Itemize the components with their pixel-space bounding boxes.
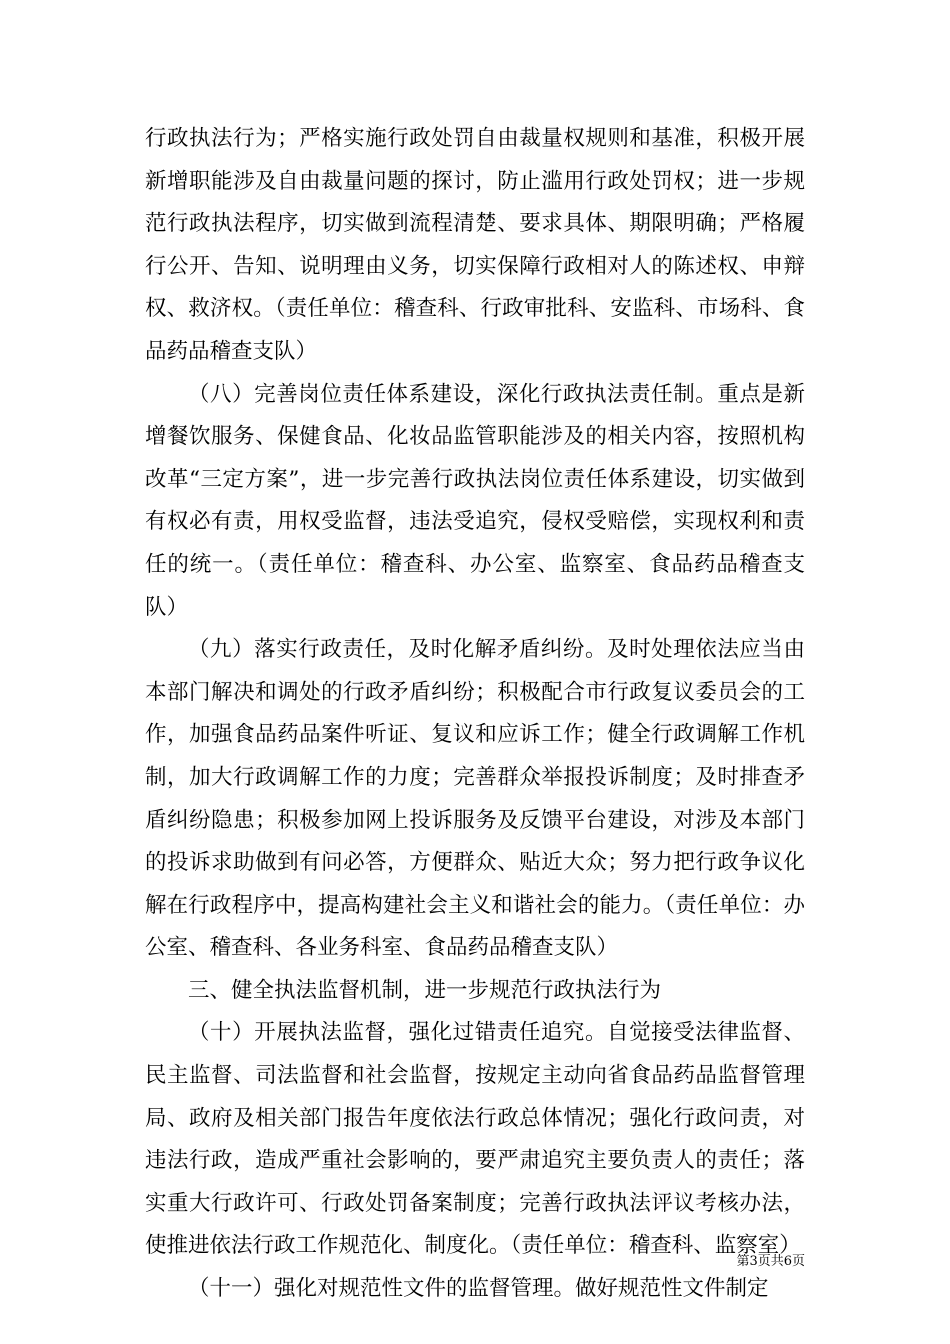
document-body xyxy=(145,118,805,1311)
page-number-footer: 第3页共6页 xyxy=(736,1254,805,1269)
section-heading-3: 三、健全执法监督机制，进一步规范行政执法行为 xyxy=(188,977,662,1003)
paragraph-item-11: （十一）强化对规范性文件的监督管理。做好规范性文件制定 xyxy=(188,1276,769,1302)
paragraph-continuation: 行政执法行为；严格实施行政处罚自由裁量权规则和基准，积极开展新增职能涉及自由裁量问题的探讨，防止滥用行政处罚权；进一步规范行政执法程序，切实做到流程清楚、要求具体、期限明确；严格履行公开、告知、说明理由义务，切实保障行政相对人的陈述权、申辩权、救济权。（责任单位：稽查科、行政审批科、安监科、市场科、食品药品稽查支队） xyxy=(145,126,805,364)
paragraph-item-9: （九）落实行政责任，及时化解矛盾纠纷。及时处理依法应当由本部门解决和调处的行政矛盾纠纷；积极配合市行政复议委员会的工作，加强食品药品案件听证、复议和应诉工作；健全行政调解工作机制，加大行政调解工作的力度；完善群众举报投诉制度；及时排查矛盾纠纷隐患；积极参加网上投诉服务及反馈平台建设，对涉及本部门的投诉求助做到有问必答，方便群众、贴近大众；努力把行政争议化解在行政程序中，提高构建社会主义和谐社会的能力。（责任单位：办公室、稽查科、各业务科室、食品药品稽查支队） xyxy=(145,637,805,961)
paragraph-item-8: （八）完善岗位责任体系建设，深化行政执法责任制。重点是新增餐饮服务、保健食品、化妆品监管职能涉及的相关内容，按照机构改革“三定方案”，进一步完善行政执法岗位责任体系建设，切实做到有权必有责，用权受监督，违法受追究，侵权受赔偿，实现权利和责任的统一。（责任单位：稽查科、办公室、监察室、食品药品稽查支队） xyxy=(145,381,805,620)
paragraph-item-10: （十）开展执法监督，强化过错责任追究。自觉接受法律监督、民主监督、司法监督和社会监督，按规定主动向省食品药品监督管理局、政府及相关部门报告年度依法行政总体情况；强化行政问责，对违法行政，造成严重社会影响的，要严肃追究主要负责人的责任；落实重大行政许可、行政处罚备案制度；完善行政执法评议考核办法，使推进依法行政工作规范化、制度化。（责任单位：稽查科、监察室） xyxy=(145,1020,805,1259)
